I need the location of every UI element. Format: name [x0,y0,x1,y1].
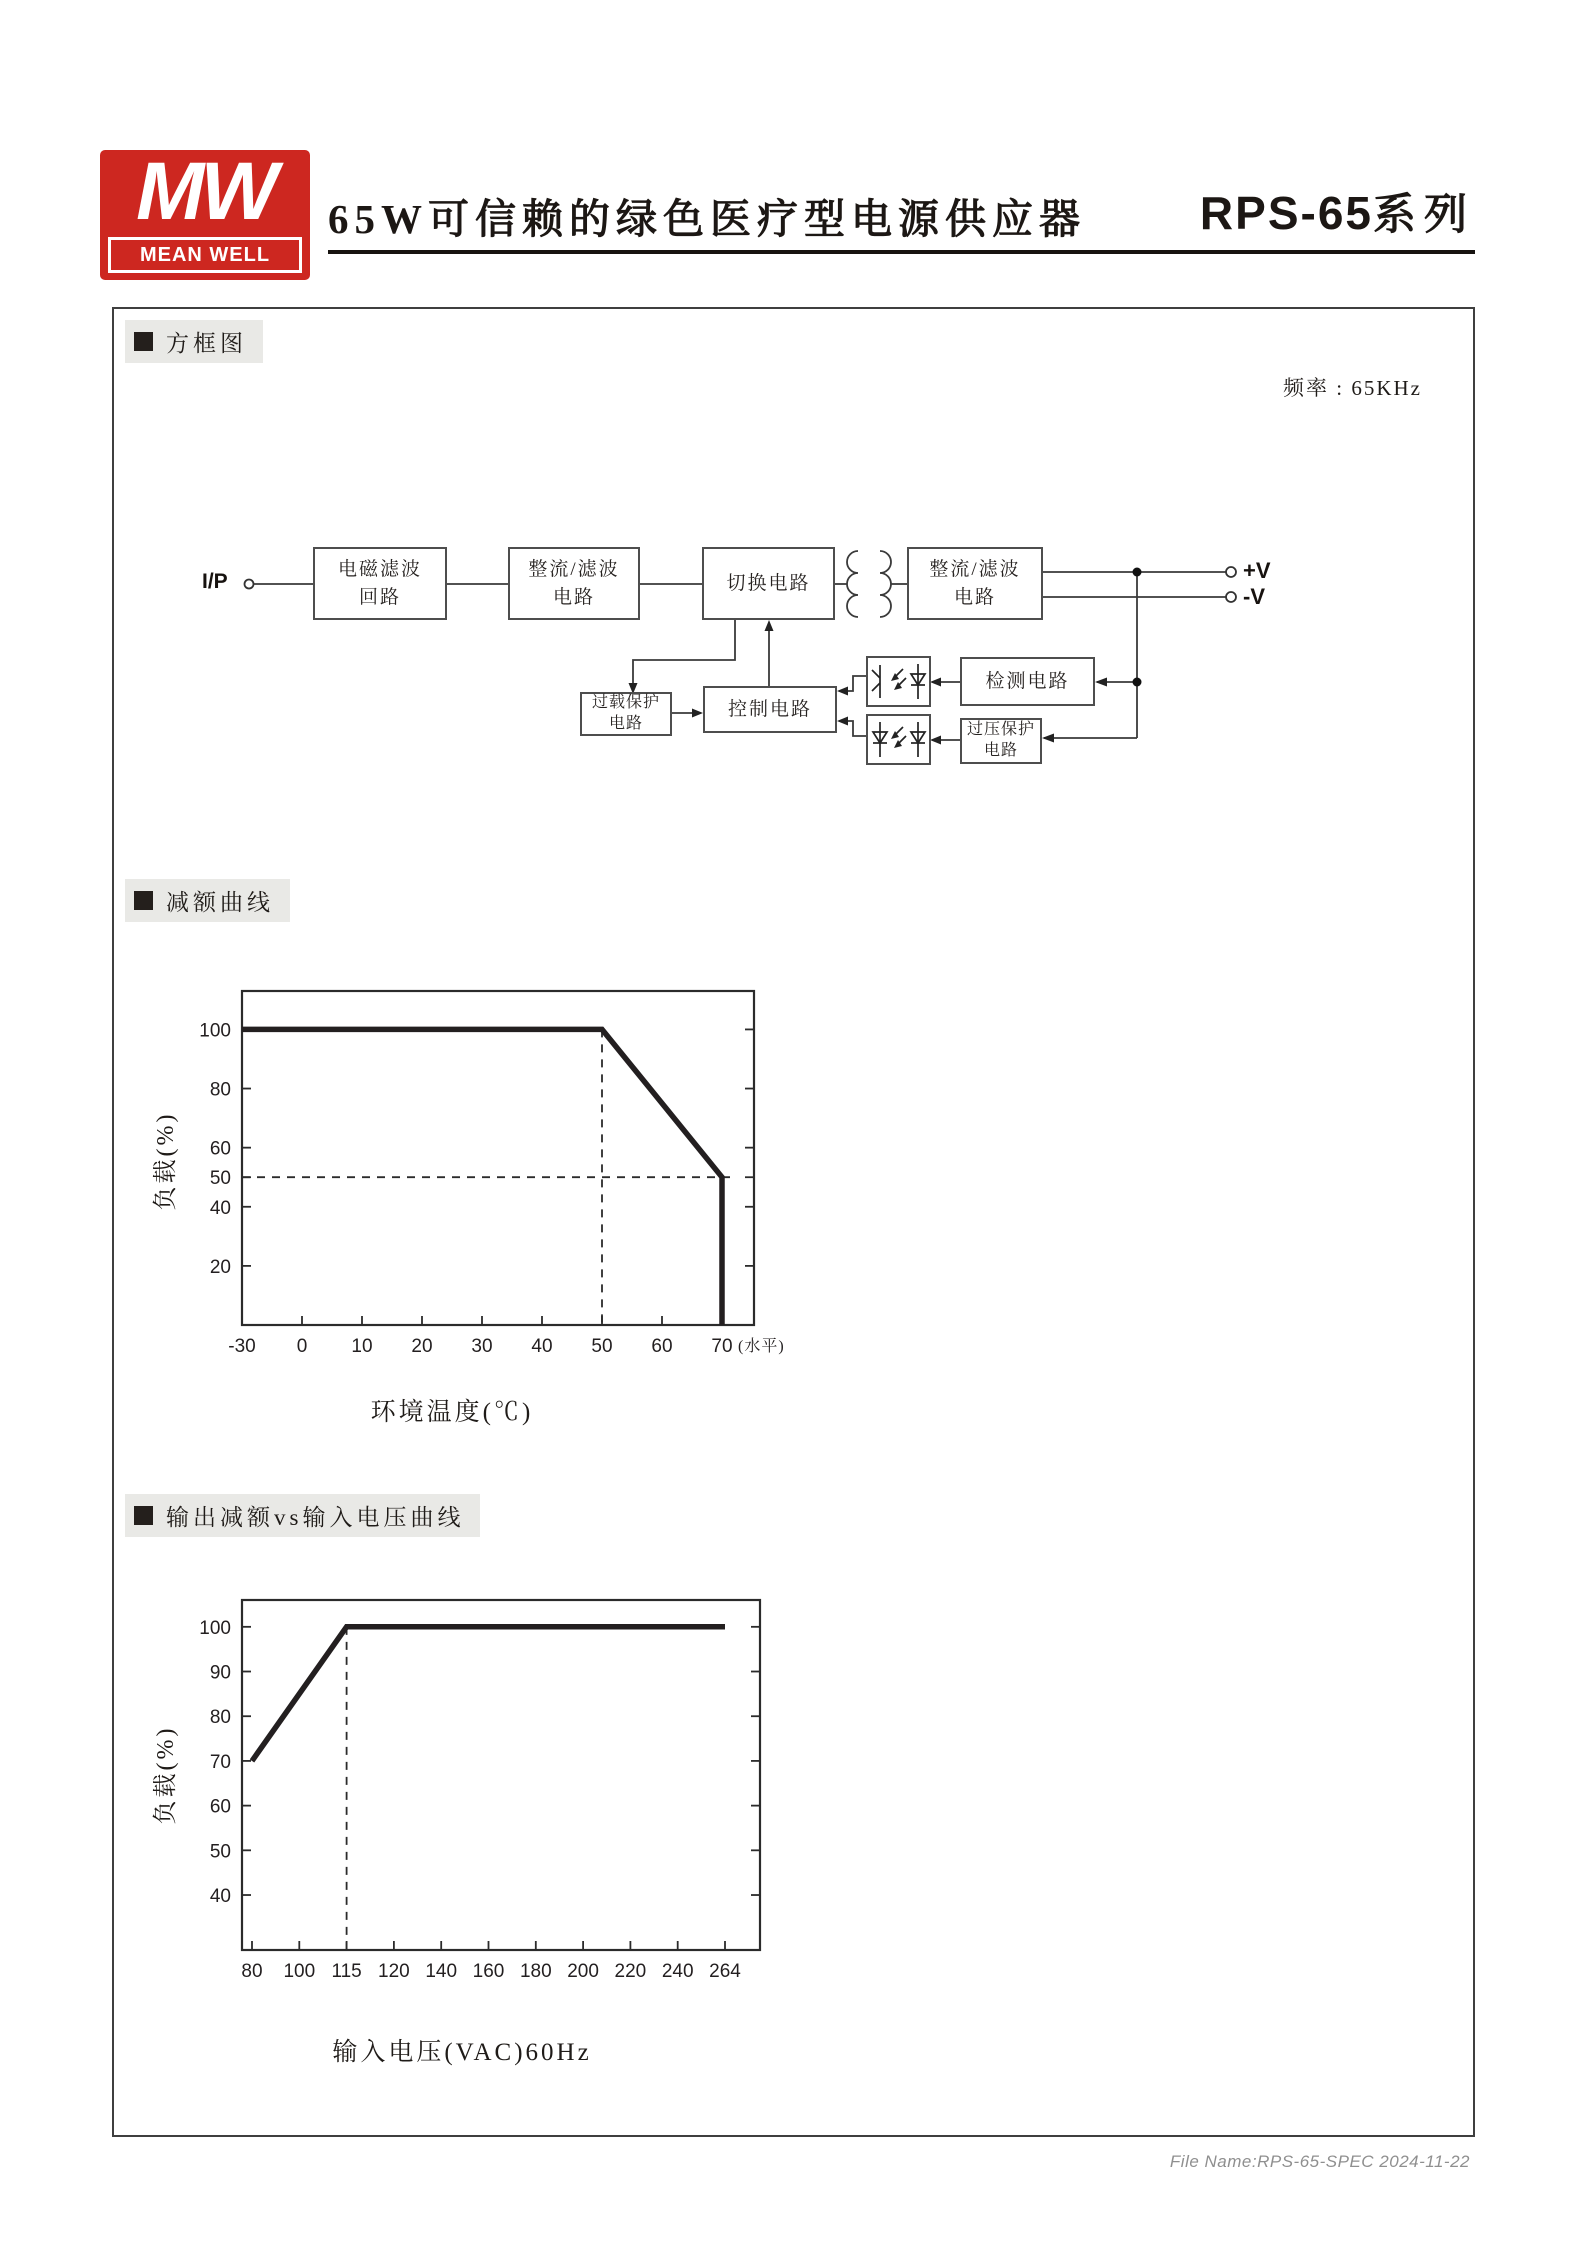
section-bullet-icon [134,332,153,351]
title-underline [328,250,1475,254]
section-header-derating-curve [125,879,290,922]
svg-text:40: 40 [209,1886,231,1908]
section-label: 减额曲线 [166,890,274,915]
svg-text:30: 30 [471,1336,493,1357]
svg-text:100: 100 [199,1020,231,1042]
block-overload-protection [580,692,672,736]
svg-text:(水平): (水平) [738,1338,785,1355]
svg-text:264: 264 [709,1961,741,1982]
section-header-output-derating [125,1494,480,1537]
block-label: 检测电路 [985,670,1070,692]
block-switching [702,547,835,620]
footer-file-info: File Name:RPS-65-SPEC 2024-11-22 [1169,2152,1470,2171]
block-rectifier-output [907,547,1043,620]
svg-text:-30: -30 [228,1336,256,1357]
block-control [703,686,837,733]
derating-chart-xlabel: 环境温度(℃) [370,1399,534,1426]
transformer-icon [847,551,891,617]
section-bullet-icon [134,1506,153,1525]
svg-text:60: 60 [209,1138,231,1160]
block-rectifier-input [508,547,640,620]
block-label: 电路 [983,742,1018,759]
svg-text:50: 50 [209,1168,231,1190]
block-emi-filter [313,547,447,620]
section-header-block-diagram [125,320,263,363]
meanwell-logo [100,146,310,280]
output-derating-chart [140,1570,830,2020]
block-detection [960,657,1095,706]
derating-chart-ylabel: 负载(%) [153,1111,179,1211]
output-neg-label: -V [1243,584,1265,609]
svg-text:180: 180 [519,1961,552,1982]
series-suffix: 系列 [1373,192,1475,239]
block-label: 回路 [358,586,401,608]
series-code: RPS-65 [1199,187,1373,239]
block-label: 过载保护 [591,694,660,712]
block-label: 电路 [552,586,595,608]
svg-text:40: 40 [209,1197,231,1219]
svg-text:70: 70 [209,1751,231,1773]
svg-text:80: 80 [241,1961,263,1982]
svg-text:50: 50 [591,1336,613,1357]
svg-text:10: 10 [351,1336,373,1357]
output-derating-chart-ylabel: 负载(%) [153,1725,179,1825]
output-pos-label: +V [1243,558,1271,583]
svg-text:140: 140 [425,1961,458,1982]
meanwell-logo-mw-icon: MW [136,146,274,237]
block-label: 切换电路 [726,572,811,594]
meanwell-logo-wordmark: MEAN WELL [108,237,302,273]
svg-text:120: 120 [378,1961,410,1982]
section-bullet-icon [134,891,153,910]
output-neg-terminal-icon [1226,592,1236,602]
svg-text:160: 160 [472,1961,505,1982]
block-overvoltage-protection [960,718,1042,764]
switching-frequency-label: 频率 : 65KHz [1283,376,1422,400]
section-label: 方框图 [166,331,247,356]
optocoupler-icon [867,715,930,764]
input-terminal-icon [245,580,254,589]
section-label: 输出减额vs输入电压曲线 [166,1505,465,1530]
optocoupler-icon [867,657,930,706]
svg-text:40: 40 [531,1336,553,1357]
block-label: 电磁滤波 [337,558,422,580]
block-label: 过压保护 [966,721,1035,739]
input-label: I/P [202,570,228,593]
block-label: 整流/滤波 [929,558,1021,580]
svg-text:20: 20 [411,1336,433,1357]
svg-text:60: 60 [651,1336,673,1357]
svg-text:80: 80 [209,1079,231,1101]
svg-text:90: 90 [209,1662,231,1684]
svg-text:100: 100 [199,1617,231,1639]
output-derating-chart-xlabel: 输入电压(VAC)60Hz [332,2039,592,2066]
svg-text:50: 50 [209,1841,231,1863]
svg-text:115: 115 [331,1961,362,1982]
derating-chart [140,960,830,1390]
junction-dot [1133,678,1142,687]
block-label: 整流/滤波 [528,558,620,580]
block-label: 控制电路 [727,698,812,720]
output-pos-terminal-icon [1226,567,1236,577]
page-title: 65W可信赖的绿色医疗型电源供应器 [328,196,1086,242]
series-title [1200,181,1475,242]
svg-text:0: 0 [296,1336,308,1357]
svg-text:20: 20 [209,1256,231,1278]
block-label: 电路 [953,586,996,608]
svg-text:100: 100 [283,1961,316,1982]
svg-text:220: 220 [614,1961,647,1982]
svg-text:70: 70 [711,1336,733,1357]
svg-text:200: 200 [567,1961,599,1982]
svg-text:60: 60 [209,1796,231,1818]
svg-text:80: 80 [209,1707,231,1729]
svg-text:240: 240 [661,1961,694,1982]
junction-dot [1133,568,1142,577]
block-label: 电路 [608,715,643,732]
